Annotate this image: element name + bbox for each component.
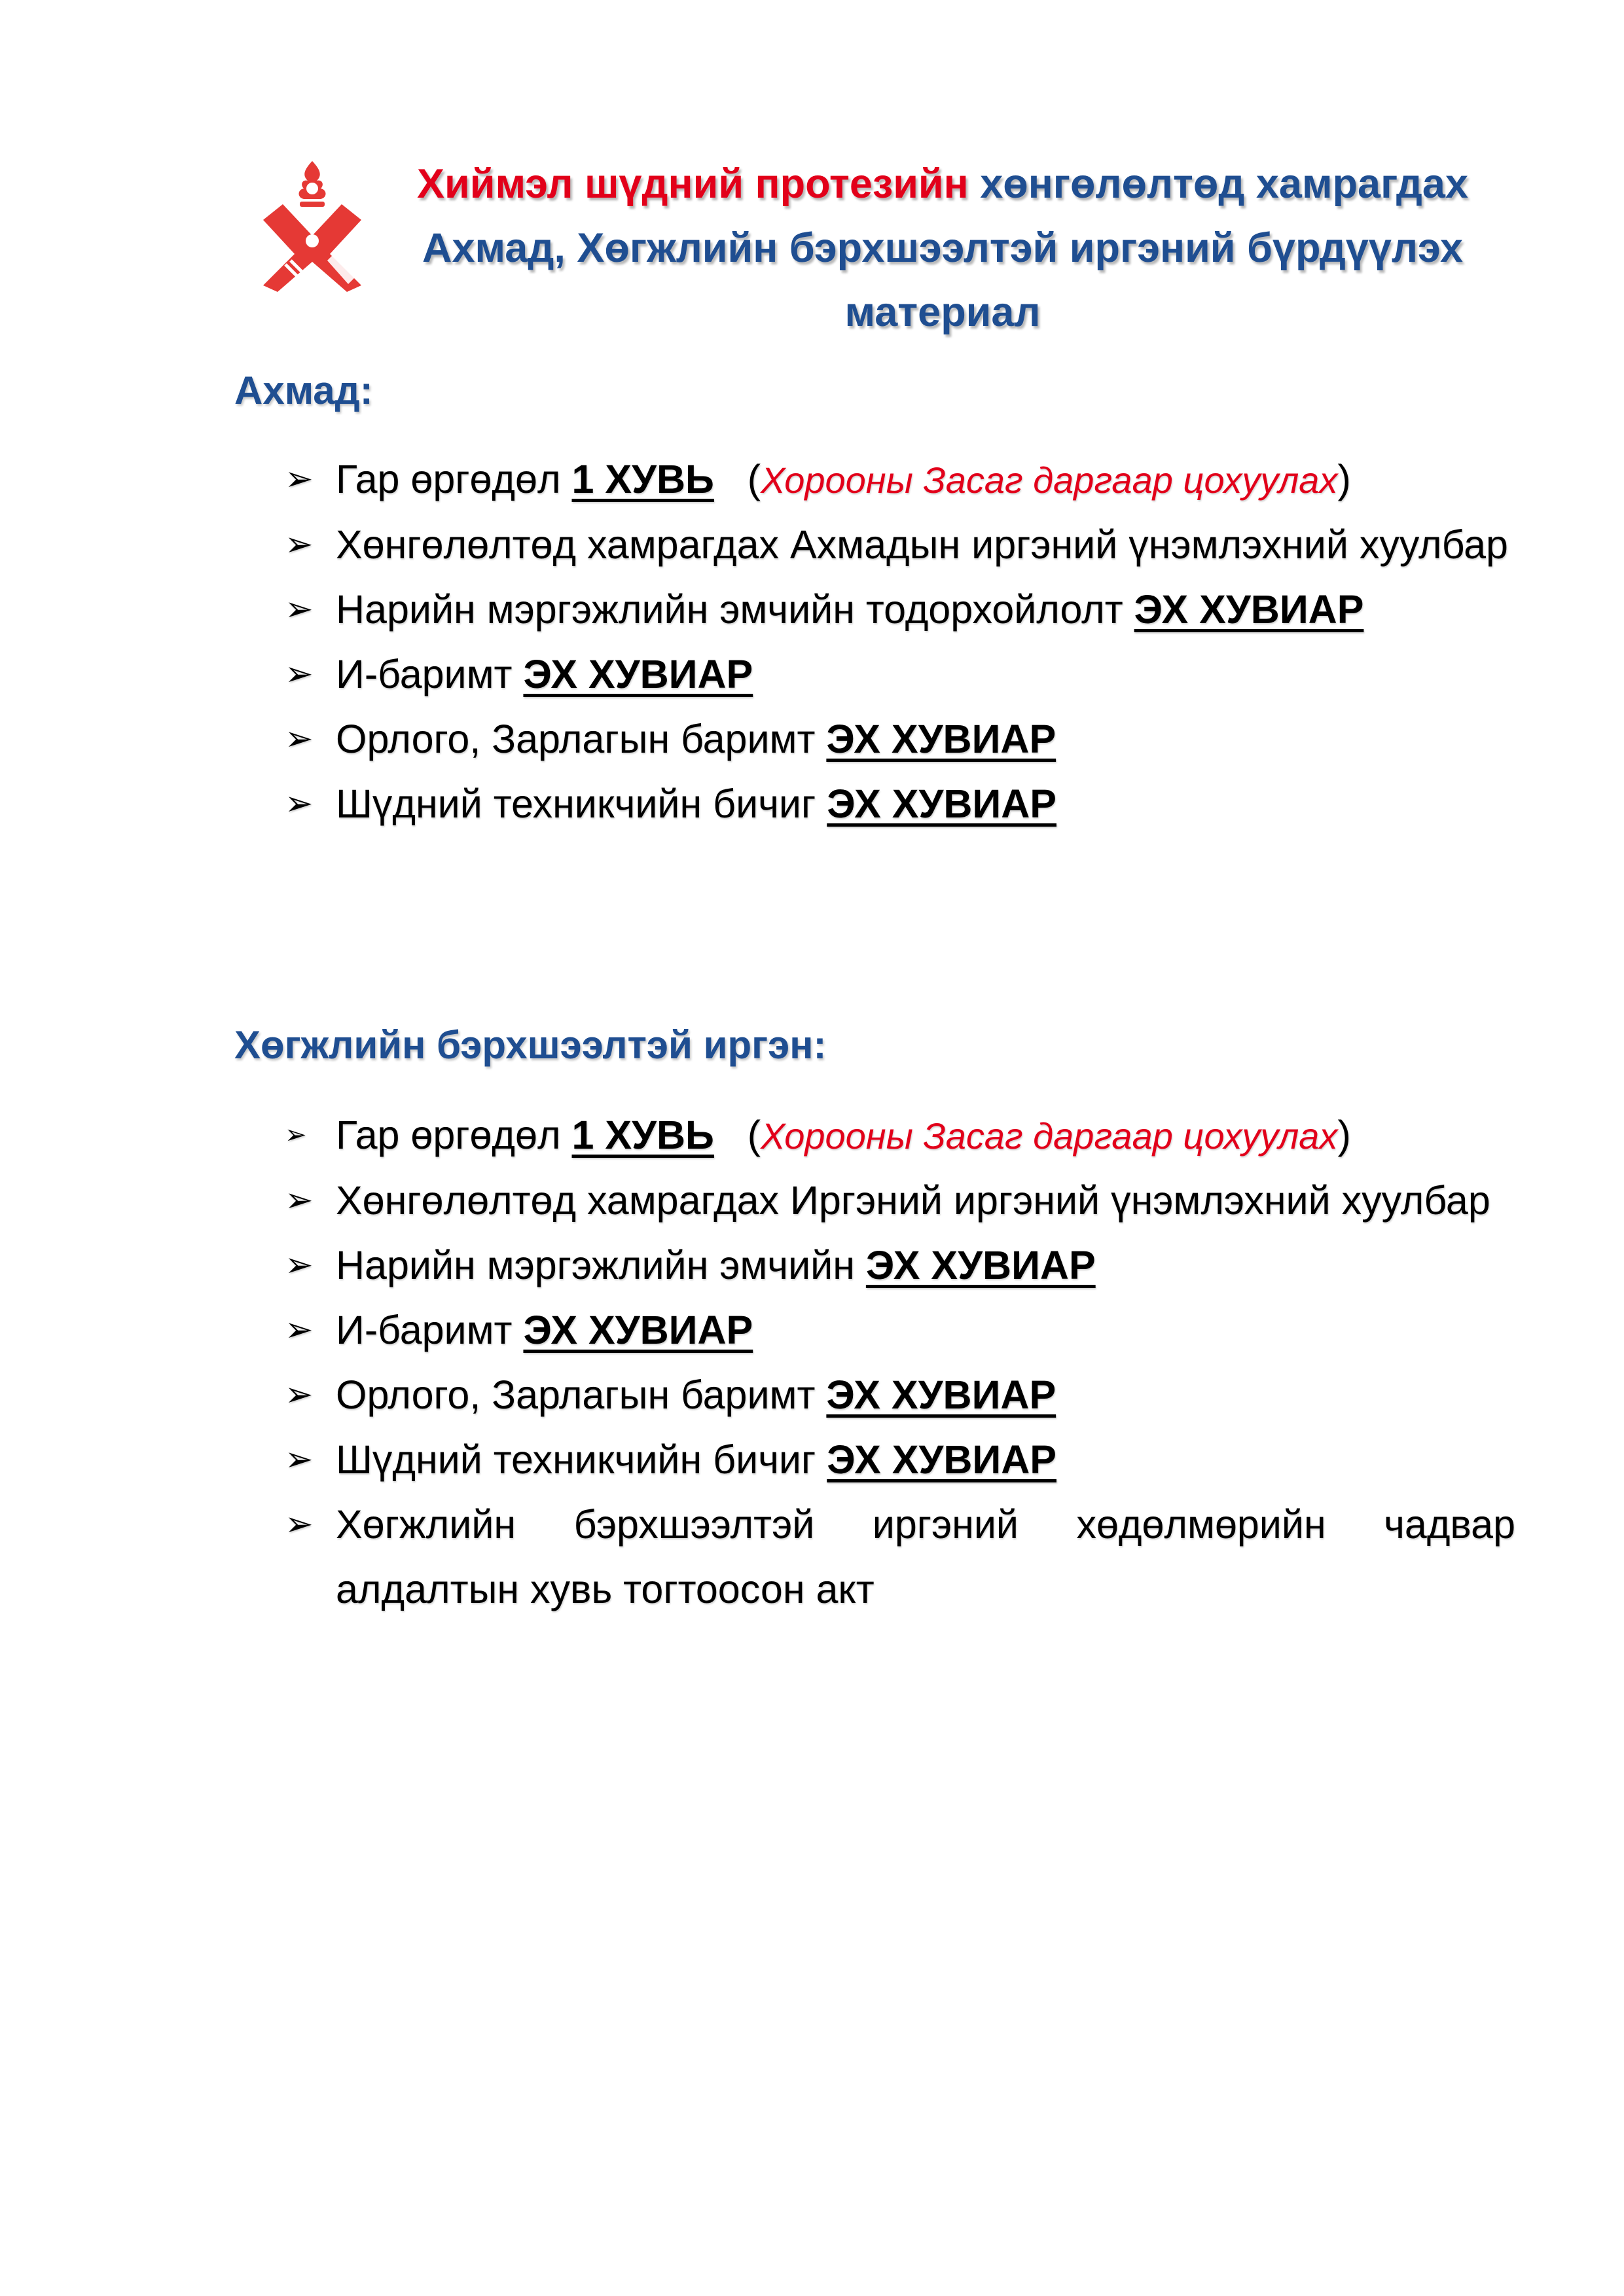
list-item: ➢ Хөнгөлөлтөд хамрагдах Ахмадын иргэний үнэмлэхний хуулбар [285,512,1515,577]
title-line-2: Ахмад, Хөгжлийн бэрхшээлтэй иргэний бүрдүүлэх [422,225,1463,271]
arrowhead-bullet-icon: ➢ [285,655,314,693]
arrowhead-bullet-icon: ➢ [285,1181,314,1219]
arrowhead-bullet-icon: ➢ [285,720,314,758]
organization-logo-icon [257,156,368,293]
disabled-requirements-list [285,1103,1515,1622]
title-line-3: материал [844,289,1041,335]
arrowhead-bullet-icon: ➢ [285,526,314,564]
arrowhead-bullet-icon: ➢ [285,1376,314,1414]
arrowhead-bullet-icon: ➢ [285,1311,314,1349]
arrowhead-bullet-icon: ➢ [285,1246,314,1284]
list-item: ➢ Гар өргөдөл 1 ХУВЬ (Хорооны Засаг даргаар цохуулах) [285,1103,1515,1168]
list-item: ➢ Шүдний техникчийн бичиг ЭХ ХУВИАР [285,772,1515,836]
arrowhead-bullet-icon: ➢ [285,590,314,628]
arrowhead-bullet-icon: ➢ [285,1505,314,1543]
section-heading-elderly: Ахмад: [234,368,373,412]
list-item: ➢ Орлого, Зарлагын баримт ЭХ ХУВИАР [285,1363,1515,1427]
arrowhead-bullet-icon: ➢ [285,785,314,823]
title-blue-part: хөнгөлөлтөд хамрагдах [980,161,1468,207]
title-red-part: Хиймэл шүдний протезийн [417,161,969,207]
list-item: ➢ Хөнгөлөлтөд хамрагдах Иргэний иргэний үнэмлэхний хуулбар [285,1168,1515,1233]
document-title [367,152,1519,344]
list-item: ➢ Нарийн мэргэжлийн эмчийн ЭХ ХУВИАР [285,1233,1515,1298]
list-item: ➢ И-баримт ЭХ ХУВИАР [285,1298,1515,1363]
list-item: ➢ Гар өргөдөл 1 ХУВЬ (Хорооны Засаг даргаар цохуулах) [285,447,1515,512]
list-item: ➢ И-баримт ЭХ ХУВИАР [285,642,1515,707]
list-item: ➢ Хөгжлийн бэрхшээлтэй иргэний хөдөлмөрийн чадвар алдалтын хувь тогтоосон акт [285,1492,1515,1622]
list-item: ➢ Орлого, Зарлагын баримт ЭХ ХУВИАР [285,707,1515,772]
list-item: ➢ Шүдний техникчийн бичиг ЭХ ХУВИАР [285,1427,1515,1492]
arrowhead-bullet-icon: ➢ [285,1121,307,1149]
list-item: ➢ Нарийн мэргэжлийн эмчийн тодорхойлолт ЭХ ХУВИАР [285,577,1515,642]
section-heading-disabled: Хөгжлийн бэрхшээлтэй иргэн: [234,1023,827,1067]
elderly-requirements-list [285,447,1515,836]
arrowhead-bullet-icon: ➢ [285,460,314,498]
arrowhead-bullet-icon: ➢ [285,1441,314,1479]
